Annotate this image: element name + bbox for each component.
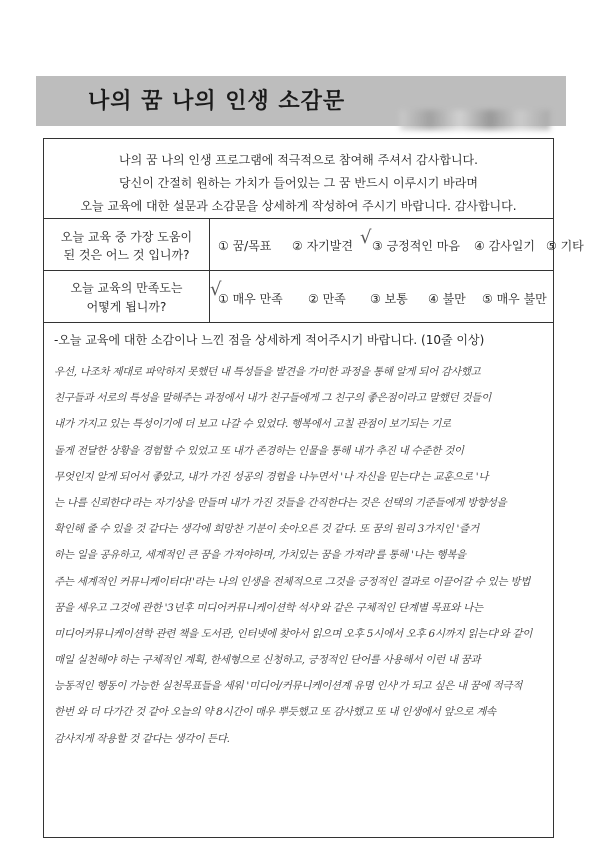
question-1-options: [210, 219, 584, 270]
q2-option-1[interactable]: ① 매우 만족: [218, 292, 283, 306]
q1-option-2[interactable]: ② 자기발견: [292, 239, 353, 253]
handwritten-line: 확인해 줄 수 있을 것 같다는 생각에 희망찬 기분이 솟아오른 것 같다. 또 꿈의 원리 3가지인 '즐거: [54, 523, 479, 536]
question-2-line-2: 어떻게 됩니까?: [86, 300, 167, 314]
question-2-line-1: 오늘 교육의 만족도는: [70, 281, 183, 295]
q1-option-5[interactable]: ⑤ 기타: [546, 239, 584, 253]
intro-line-3: 오늘 교육에 대한 설문과 소감문을 상세하게 작성하여 주시기 바랍니다. 감사합니다.: [80, 199, 517, 213]
intro-section: [44, 139, 553, 219]
q2-option-3[interactable]: ③ 보통: [370, 292, 408, 306]
handwritten-line: 매일 실천해야 하는 구체적인 계획, 한세형으로 신청하고, 긍정적인 단어를 사용해서 이런 내 꿈과: [54, 654, 481, 667]
q1-option-4[interactable]: ④ 감사일기: [474, 239, 535, 253]
question-1-line-2: 된 것은 어느 것 입니까?: [63, 248, 190, 262]
q2-option-5[interactable]: ⑤ 매우 불만: [482, 292, 547, 306]
handwritten-line: 친구들과 서로의 특성을 말해주는 과정에서 내가 친구들에게 그 친구의 좋은점이라고 말했던 것들이: [54, 392, 491, 405]
handwritten-line: 돌게 전달한 상황을 경험할 수 있었고 또 내가 존경하는 인물을 통해 내가 추진 내 수준한 것이: [54, 444, 464, 457]
handwritten-feedback: [54, 359, 546, 752]
handwritten-line: 는 나를 신뢰한다'라는 자기상을 만들며 내가 가진 것들을 간직한다는 것은 선택의 기준들에게 방향성을: [54, 496, 507, 509]
redacted-name: [400, 110, 550, 130]
intro-line-1: 나의 꿈 나의 인생 프로그램에 적극적으로 참여해 주셔서 감사합니다.: [119, 153, 478, 167]
question-1-line-1: 오늘 교육 중 가장 도움이: [60, 230, 193, 244]
handwritten-line: 주는 세계적인 커뮤니케이터다!'라는 나의 인생을 전체적으로 그것을 긍정적인 결과로 이끌어갈 수 있는 방법: [54, 575, 531, 588]
handwritten-line: 미디어커뮤니케이션학 관련 책을 도서관, 인터넷에 찾아서 읽으며 오후 5시에서 오후 6시까지 읽는다'와 같이: [54, 627, 533, 640]
check-mark-icon: √: [360, 227, 372, 248]
question-1-row: [44, 219, 584, 271]
handwritten-line: 내가 가지고 있는 특성이기에 더 보고 나갈 수 있었다. 행복에서 고칠 관점이 보기되는 기로: [54, 418, 451, 431]
q1-option-3[interactable]: ③ 긍정적인 마음: [372, 239, 460, 253]
handwritten-line: 꿈을 세우고 그것에 관한 '3년후 미디어커뮤니케이션학 석사'와 같은 구체적인 단계별 목표와 나는: [54, 601, 483, 614]
q2-option-2[interactable]: ② 만족: [308, 292, 346, 306]
survey-form: [43, 138, 584, 838]
question-1: [44, 219, 210, 270]
check-mark-icon: √: [210, 279, 222, 300]
page-title: 나의 꿈 나의 인생 소감문: [88, 89, 346, 114]
q1-option-1[interactable]: ① 꿈/목표: [218, 239, 272, 253]
feedback-heading: -오늘 교육에 대한 소감이나 느낀 점을 상세하게 적어주시기 바랍니다. (10줄 이상): [54, 333, 485, 347]
question-2-row: [44, 271, 553, 323]
handwritten-line: 무엇인지 알게 되어서 좋았고, 내가 가진 성공의 경험을 나누면서 '나 자신을 믿는다'는 교훈으로 '나: [54, 470, 489, 483]
q2-option-4[interactable]: ④ 불만: [428, 292, 466, 306]
handwritten-line: 한번 와 더 다가간 것 같아 오늘의 약 8시간이 매우 뿌듯했고 또 감사했고 또 내 인생에서 앞으로 계속: [54, 706, 496, 719]
handwritten-line: 하는 일을 공유하고, 세계적인 큰 꿈을 가져야하며, 가치있는 꿈을 가져라'를 통해 '나는 행복을: [54, 549, 466, 562]
question-2-options: [210, 271, 553, 322]
intro-line-2: 당신이 간절히 원하는 가치가 들어있는 그 꿈 반드시 이루시기 바라며: [119, 176, 478, 190]
handwritten-line: 우선, 나조차 제대로 파악하지 못했던 내 특성들을 발견을 가미한 과정을 통해 알게 되어 감사했고: [54, 366, 481, 378]
question-2: [44, 271, 210, 322]
handwritten-line: 능동적인 행동이 가능한 실천목표들을 세워 '미디어/커뮤니케이션계 유명 인사'가 되고 싶은 내 꿈에 적극적: [54, 680, 523, 693]
handwritten-line: 감사지게 작용할 것 같다는 생각이 든다.: [54, 732, 230, 745]
